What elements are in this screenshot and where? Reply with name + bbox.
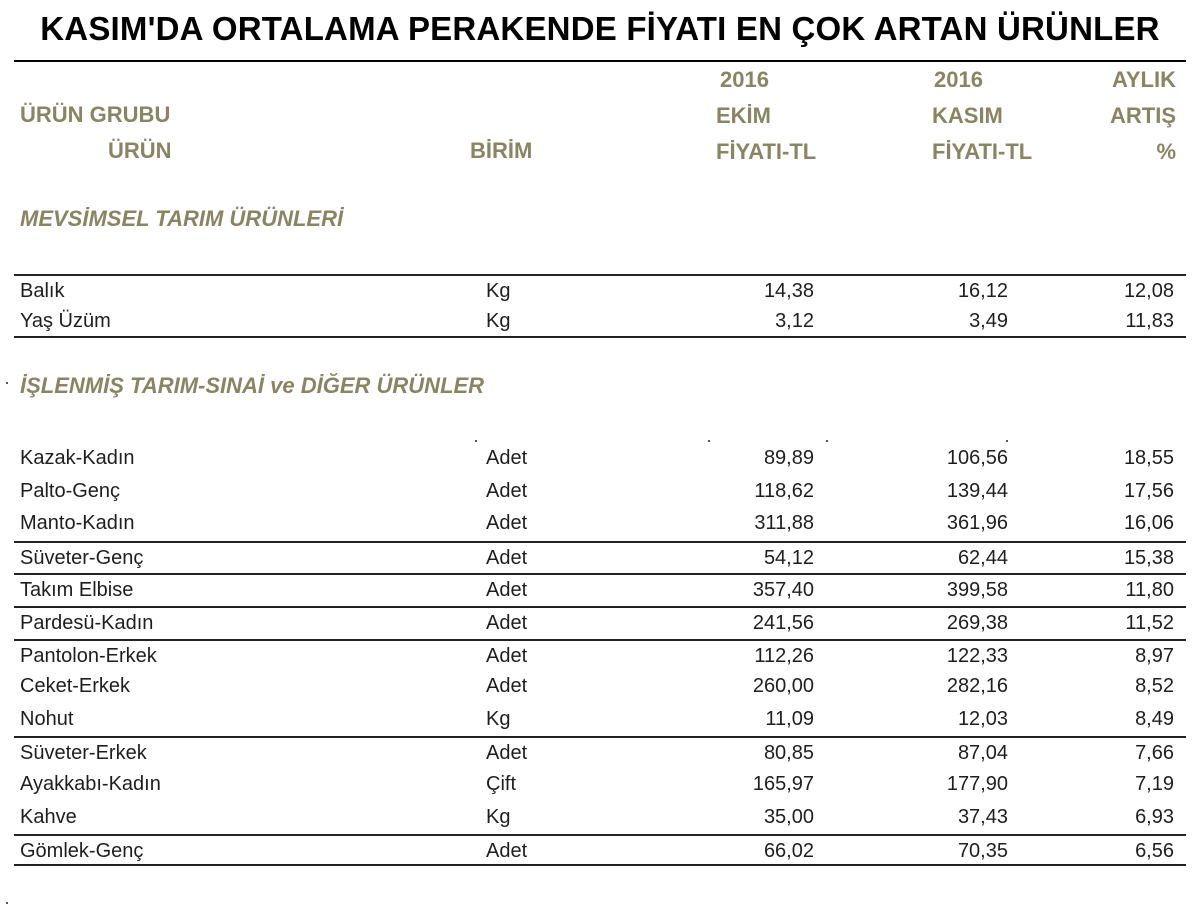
monthly-increase-cell: 7,19 bbox=[1135, 773, 1174, 795]
header-ekim-year: 2016 bbox=[720, 67, 769, 92]
kasim-price-cell: 139,44 bbox=[946, 479, 1008, 502]
unit-cell: Adet bbox=[486, 742, 528, 765]
kasim-price-cell: 37,43 bbox=[957, 805, 1008, 828]
header-product-label: ÜRÜN bbox=[108, 138, 172, 163]
ekim-price-cell: 311,88 bbox=[754, 512, 814, 535]
kasim-price-cell: 269,38 bbox=[946, 612, 1008, 634]
unit-cell: Kg bbox=[486, 707, 511, 730]
kasim-price-cell: 70,35 bbox=[957, 840, 1008, 863]
product-name: Ayakkabı-Kadın bbox=[20, 773, 161, 795]
unit-cell: Adet bbox=[486, 546, 528, 569]
header-kasim-month: KASIM bbox=[932, 103, 1003, 128]
product-name: Pardesü-Kadın bbox=[20, 612, 154, 634]
kasim-price-cell: 3,49 bbox=[969, 310, 1008, 332]
scan-speck bbox=[708, 440, 710, 442]
product-name: Manto-Kadın bbox=[20, 512, 135, 535]
header-ekim-price: FİYATI-TL bbox=[716, 139, 817, 164]
product-name: Pantolon-Erkek bbox=[20, 644, 157, 667]
table-row bbox=[14, 541, 1186, 573]
ekim-price-cell: 11,09 bbox=[765, 707, 814, 730]
table-row bbox=[14, 476, 1186, 508]
ekim-price-cell: 89,89 bbox=[763, 447, 814, 469]
product-name: Süveter-Genç bbox=[20, 546, 144, 569]
monthly-increase-cell: 11,80 bbox=[1125, 579, 1174, 602]
scan-speck bbox=[475, 440, 477, 442]
product-name: Kazak-Kadın bbox=[20, 447, 135, 469]
monthly-increase-cell: 15,38 bbox=[1123, 546, 1174, 569]
header-ekim bbox=[716, 62, 816, 170]
table-row bbox=[14, 704, 1186, 736]
ekim-price-cell: 165,97 bbox=[752, 773, 814, 795]
header-group-label: ÜRÜN GRUBU bbox=[20, 102, 171, 127]
monthly-increase-cell: 6,93 bbox=[1135, 805, 1174, 828]
header-artis-percent: % bbox=[1156, 139, 1176, 164]
header-kasim-year: 2016 bbox=[934, 67, 983, 92]
product-name: Süveter-Erkek bbox=[20, 742, 147, 765]
product-name: Palto-Genç bbox=[20, 479, 121, 502]
ekim-price-cell: 80,85 bbox=[763, 742, 814, 765]
ekim-price-cell: 260,00 bbox=[752, 675, 814, 698]
monthly-increase-cell: 8,97 bbox=[1135, 644, 1174, 667]
kasim-price-cell: 361,96 bbox=[946, 512, 1008, 535]
table-row bbox=[14, 573, 1186, 605]
ekim-price-cell: 3,12 bbox=[775, 310, 814, 332]
product-name: Balık bbox=[20, 280, 65, 302]
unit-cell: Kg bbox=[486, 805, 511, 828]
ekim-price-cell: 357,40 bbox=[752, 579, 814, 602]
unit-cell: Adet bbox=[486, 512, 528, 535]
monthly-increase-cell: 7,66 bbox=[1135, 742, 1174, 765]
table-row bbox=[14, 802, 1186, 834]
product-name: Kahve bbox=[20, 805, 77, 828]
unit-cell: Adet bbox=[486, 612, 528, 634]
scan-speck bbox=[1006, 440, 1008, 442]
section-title-processed: İŞLENMİŞ TARIM-SINAİ ve DİĞER ÜRÜNLER bbox=[20, 373, 485, 398]
monthly-increase-cell: 8,52 bbox=[1135, 675, 1174, 698]
section-title-seasonal: MEVSİMSEL TARIM ÜRÜNLERİ bbox=[20, 206, 344, 231]
table-row bbox=[14, 606, 1186, 638]
unit-cell: Adet bbox=[486, 675, 528, 698]
table-row bbox=[14, 769, 1186, 801]
unit-cell: Adet bbox=[486, 579, 528, 602]
kasim-price-cell: 12,03 bbox=[957, 707, 1008, 730]
ekim-price-cell: 35,00 bbox=[763, 805, 814, 828]
product-name: Yaş Üzüm bbox=[20, 310, 111, 332]
unit-cell: Adet bbox=[486, 644, 528, 667]
ekim-price-cell: 66,02 bbox=[763, 840, 814, 863]
kasim-price-cell: 399,58 bbox=[946, 579, 1008, 602]
ekim-price-cell: 14,38 bbox=[763, 280, 814, 302]
header-artis-monthly: AYLIK bbox=[1112, 67, 1176, 92]
page-title: KASIM'DA ORTALAMA PERAKENDE FİYATI EN ÇOK ARTAN ÜRÜNLER bbox=[40, 10, 1160, 47]
header-artis bbox=[1110, 62, 1176, 170]
table-row bbox=[14, 306, 1186, 338]
scan-speck bbox=[6, 382, 8, 384]
ekim-price-cell: 112,26 bbox=[754, 644, 814, 667]
header-artis-increase: ARTIŞ bbox=[1110, 103, 1176, 128]
table-row bbox=[14, 639, 1186, 671]
monthly-increase-cell: 12,08 bbox=[1123, 280, 1174, 302]
kasim-price-cell: 106,56 bbox=[946, 447, 1008, 469]
table-row bbox=[14, 274, 1186, 306]
kasim-price-cell: 16,12 bbox=[957, 280, 1008, 302]
kasim-price-cell: 62,44 bbox=[957, 546, 1008, 569]
monthly-increase-cell: 8,49 bbox=[1135, 707, 1174, 730]
scan-speck bbox=[6, 902, 8, 904]
table-row bbox=[14, 834, 1186, 866]
ekim-price-cell: 241,56 bbox=[752, 612, 814, 634]
monthly-increase-cell: 17,56 bbox=[1123, 479, 1174, 502]
unit-cell: Adet bbox=[486, 840, 528, 863]
monthly-increase-cell: 6,56 bbox=[1135, 840, 1174, 863]
table-row bbox=[14, 736, 1186, 768]
header-ekim-month: EKİM bbox=[716, 103, 771, 128]
unit-cell: Kg bbox=[486, 310, 511, 332]
product-name: Nohut bbox=[20, 707, 74, 730]
scan-speck bbox=[826, 440, 828, 442]
unit-cell: Kg bbox=[486, 280, 511, 302]
product-name: Ceket-Erkek bbox=[20, 675, 131, 698]
table-row bbox=[14, 443, 1186, 475]
unit-cell: Adet bbox=[486, 447, 528, 469]
kasim-price-cell: 122,33 bbox=[946, 644, 1008, 667]
kasim-price-cell: 282,16 bbox=[946, 675, 1008, 698]
table-row bbox=[14, 508, 1186, 540]
product-name: Takım Elbise bbox=[20, 579, 134, 602]
header-kasim bbox=[932, 62, 1032, 170]
header-group bbox=[20, 97, 172, 169]
header-kasim-price: FİYATI-TL bbox=[932, 139, 1033, 164]
monthly-increase-cell: 18,55 bbox=[1123, 447, 1174, 469]
monthly-increase-cell: 11,83 bbox=[1125, 310, 1174, 332]
table-row bbox=[14, 671, 1186, 703]
monthly-increase-cell: 11,52 bbox=[1125, 612, 1174, 634]
ekim-price-cell: 54,12 bbox=[763, 546, 814, 569]
kasim-price-cell: 87,04 bbox=[957, 742, 1008, 765]
unit-cell: Adet bbox=[486, 479, 528, 502]
ekim-price-cell: 118,62 bbox=[754, 479, 814, 502]
header-unit: BİRİM bbox=[470, 138, 533, 163]
monthly-increase-cell: 16,06 bbox=[1123, 512, 1174, 535]
kasim-price-cell: 177,90 bbox=[946, 773, 1008, 795]
product-name: Gömlek-Genç bbox=[20, 840, 144, 863]
unit-cell: Çift bbox=[486, 773, 516, 795]
